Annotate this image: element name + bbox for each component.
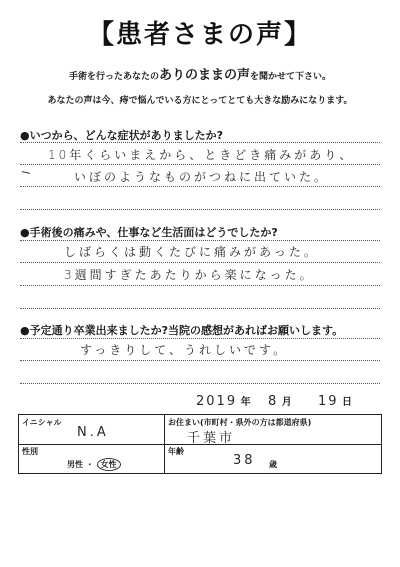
answer-3-line-1[interactable]: すっきりして、うれしいです。: [80, 343, 289, 357]
age-unit: 歳: [269, 460, 277, 469]
answer-2-line-2[interactable]: 3週間すぎたあたりから楽になった。: [64, 268, 315, 282]
info-form: [18, 414, 382, 474]
answer-rule: [20, 285, 380, 286]
gender-label: 性別: [22, 447, 38, 456]
answer-rule: [20, 360, 380, 361]
answer-rule: [20, 262, 380, 263]
date-year-label: 年: [240, 397, 251, 408]
answer-1-line-2[interactable]: いぼのようなものがつねに出ていた。: [74, 170, 330, 184]
answer-rule: [20, 209, 380, 210]
age-label: 年齢: [168, 447, 184, 456]
date-year: [196, 393, 251, 409]
page-title: 【患者さまの声】: [87, 20, 312, 50]
pen-mark: [22, 171, 30, 174]
address-label: お住まい(市町村・県外の方は都道府県): [168, 418, 312, 427]
answer-1-line-1[interactable]: 10年くらいまえから、ときどき痛みがあり、: [48, 148, 355, 162]
answer-rule: [20, 164, 380, 165]
answer-rule: [20, 240, 380, 241]
answer-rule: [20, 308, 380, 309]
date-month-label: 月: [281, 397, 292, 408]
intro-line-1: [0, 64, 400, 83]
age-value[interactable]: 38: [233, 453, 256, 468]
intro-emphasis: ありのままの声: [158, 68, 250, 83]
intro-post: を聞かせて下さい。: [250, 72, 332, 82]
gender-separator: ・: [85, 460, 94, 469]
date-day-value[interactable]: 19: [318, 394, 339, 409]
intro-line-2: あなたの声は今、痔で悩んでいる方にとってとても大きな励みになります。: [47, 96, 353, 106]
question-3-label: ●予定通り卒業出来ましたか?当院の感想があればお願いします。: [20, 324, 344, 337]
initials-label: イニシャル: [22, 418, 62, 427]
title-wrap: [0, 14, 400, 51]
question-1-label: ●いつから、どんな症状がありましたか?: [20, 129, 223, 142]
gender-option-female[interactable]: 女性: [97, 458, 121, 471]
initials-value[interactable]: N.A: [77, 425, 109, 440]
answer-rule: [20, 186, 380, 187]
gender-option-male[interactable]: 男性: [67, 460, 83, 469]
gender-options: [67, 458, 121, 471]
address-value[interactable]: 千葉市: [187, 431, 236, 446]
date-year-value[interactable]: 2019: [196, 394, 238, 409]
date-month: [268, 393, 292, 409]
date-day-label: 日: [342, 397, 353, 408]
date-day: [318, 393, 352, 409]
date-month-value[interactable]: 8: [268, 394, 279, 409]
answer-rule: [20, 383, 380, 384]
answer-rule: [20, 338, 380, 339]
answer-rule: [20, 142, 380, 143]
question-2-label: ●手術後の痛みや、仕事など生活面はどうでしたか?: [20, 226, 278, 239]
intro-pre: 手術を行ったあなたの: [68, 72, 159, 82]
answer-2-line-1[interactable]: しばらくは動くたびに痛みがあった。: [64, 245, 319, 259]
